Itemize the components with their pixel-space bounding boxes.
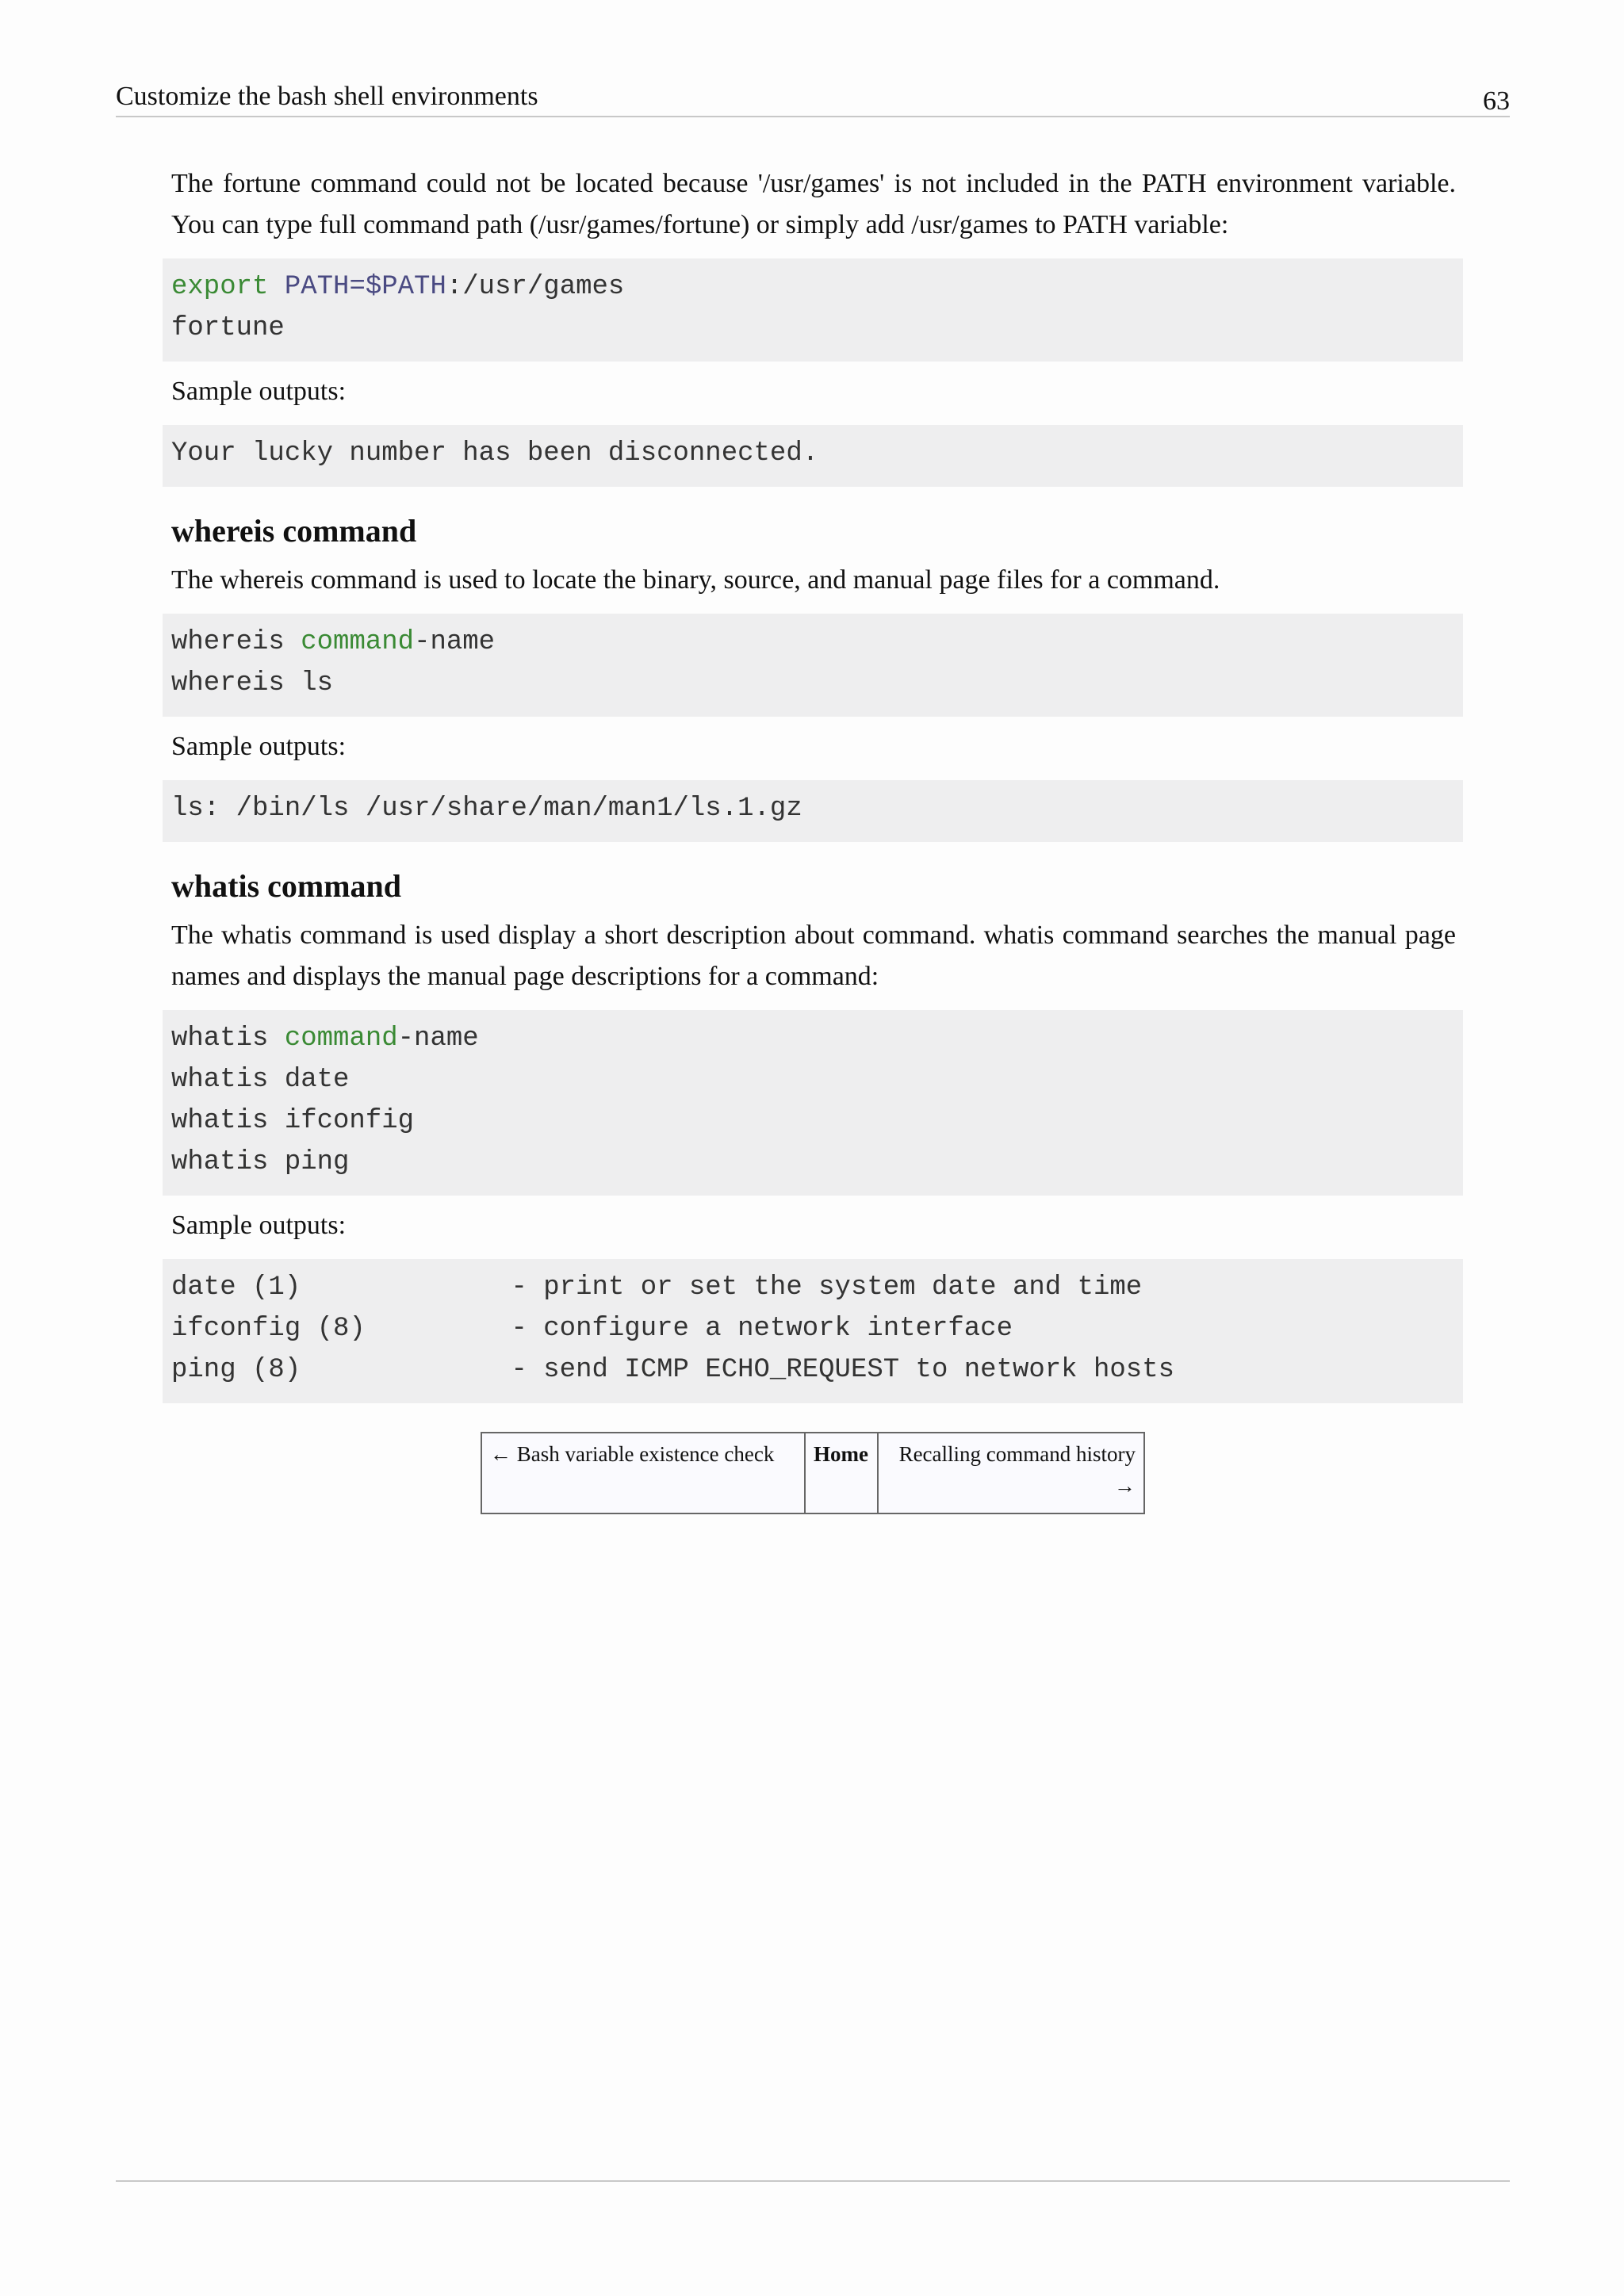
sample-outputs-label: Sample outputs:: [171, 1211, 347, 1240]
code-line-whatis-date: whatis date: [171, 1065, 350, 1095]
footer-rule: [116, 2180, 1510, 2182]
output-line: date (1) - print or set the system date and time: [171, 1272, 1143, 1303]
code-line-fortune: fortune: [171, 313, 285, 343]
code-line-whereis-ls: whereis ls: [171, 668, 334, 698]
sample-outputs-label: Sample outputs:: [171, 377, 347, 406]
output-block-fortune: [163, 425, 1463, 487]
code-line-whatis-ifconfig: whatis ifconfig: [171, 1106, 415, 1136]
home-link[interactable]: Home: [805, 1433, 878, 1513]
page-number: 63: [1483, 86, 1510, 116]
output-line: ping (8) - send ICMP ECHO_REQUEST to network hosts: [171, 1355, 1175, 1385]
navigation-table: [481, 1432, 1145, 1514]
whatis-description: The whatis command is used display a short description about command. whatis command searches the manual page names and displays the manual page descriptions for a command:: [171, 920, 1456, 991]
output-line: ls: /bin/ls /usr/share/man/man1/ls.1.gz: [171, 794, 802, 824]
code-suffix-name: -name: [414, 627, 496, 657]
code-line-whatis-ping: whatis ping: [171, 1147, 350, 1177]
code-cmd-whereis: whereis: [171, 627, 301, 657]
section-heading-whereis: whereis command: [171, 513, 417, 549]
page-content: [171, 163, 1456, 1403]
output-line: ifconfig (8) - configure a network interface: [171, 1314, 1013, 1344]
running-title: Customize the bash shell environments: [116, 82, 538, 111]
code-suffix-name: -name: [397, 1024, 479, 1054]
output-line: Your lucky number has been disconnected.: [171, 438, 819, 469]
sample-outputs-label: Sample outputs:: [171, 732, 347, 761]
right-arrow-icon: →: [1114, 1474, 1136, 1498]
prev-page-link[interactable]: ← Bash variable existence check: [481, 1433, 805, 1513]
next-page-link[interactable]: [878, 1433, 1144, 1513]
whereis-description: The whereis command is used to locate the binary, source, and manual page files for a command.: [171, 565, 1220, 595]
code-block-whatis: [163, 1010, 1463, 1196]
code-keyword-command: command: [284, 1024, 398, 1054]
output-block-whereis: [163, 780, 1463, 842]
intro-paragraph: The fortune command could not be located because '/usr/games' is not included in the PATH environment variable. You can type full command path (/usr/games/fortune) or simply add /usr/games to PATH variable:: [171, 169, 1456, 239]
code-path-suffix: :/usr/games: [446, 272, 625, 302]
output-block-whatis: [163, 1259, 1463, 1403]
code-variable-path: PATH=$PATH: [284, 272, 446, 302]
code-keyword-command: command: [301, 627, 415, 657]
running-header: [116, 78, 1510, 117]
code-cmd-whatis: whatis: [171, 1024, 285, 1054]
code-keyword-export: export: [171, 272, 269, 302]
next-page-label: Recalling command history: [898, 1442, 1136, 1466]
code-block-whereis: [163, 614, 1463, 717]
section-heading-whatis: whatis command: [171, 868, 402, 904]
code-block-export-path: [163, 258, 1463, 362]
